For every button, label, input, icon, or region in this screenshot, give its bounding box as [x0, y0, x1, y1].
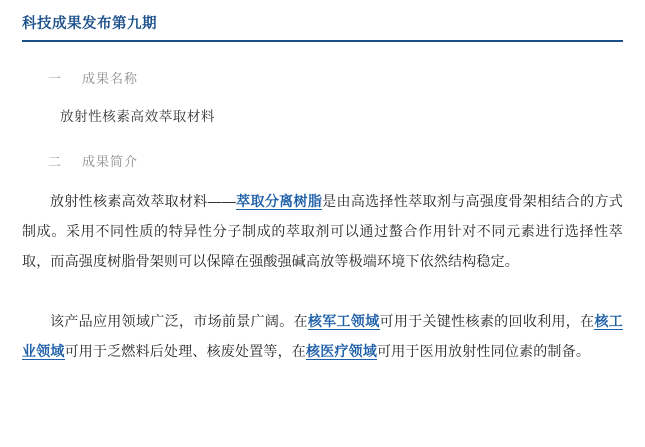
document-body [0, 68, 645, 366]
section-number: 一 [48, 71, 63, 86]
section-achievement-summary [22, 151, 623, 366]
keyword-nuclear-military: 核军工领域 [307, 313, 380, 329]
text-run: 该产品应用领域广泛，市场前景广阔。在 [50, 313, 308, 329]
paragraph-application [22, 306, 623, 366]
paragraph-intro [22, 186, 623, 276]
keyword-nuclear-industry: 核工业领域 [22, 313, 623, 359]
keyword-nuclear-medicine: 核医疗领域 [306, 343, 378, 359]
section-label: 成果名称 [82, 71, 139, 86]
section-label: 成果简介 [82, 154, 139, 169]
section-heading-1 [48, 68, 623, 87]
keyword-extraction-resin: 萃取分离树脂 [236, 193, 323, 209]
section-number: 二 [48, 154, 63, 169]
text-run: 是由高选择性萃取剂与高强度骨架相结合的方式制成。采用不同性质的特异性分子制成的萃取剂可以通过螯合作用针对不同元素进行选择性萃取，而高强度树脂骨架则可以保障在强酸强碱高放等极端环境下依然结构稳定。 [22, 193, 623, 269]
title-divider [22, 40, 623, 42]
document-header [0, 0, 645, 42]
text-run: 放射性核素高效萃取材料—— [50, 193, 237, 209]
text-run: 可用于关键性核素的回收利用，在 [379, 313, 595, 329]
section-achievement-name [22, 68, 623, 125]
section-heading-2 [48, 151, 623, 170]
page-title: 科技成果发布第九期 [22, 16, 157, 32]
text-run: 可用于医用放射性同位素的制备。 [377, 343, 591, 359]
text-run: 可用于乏燃料后处理、核废处置等，在 [64, 343, 307, 359]
achievement-name-value: 放射性核素高效萃取材料 [60, 109, 216, 124]
